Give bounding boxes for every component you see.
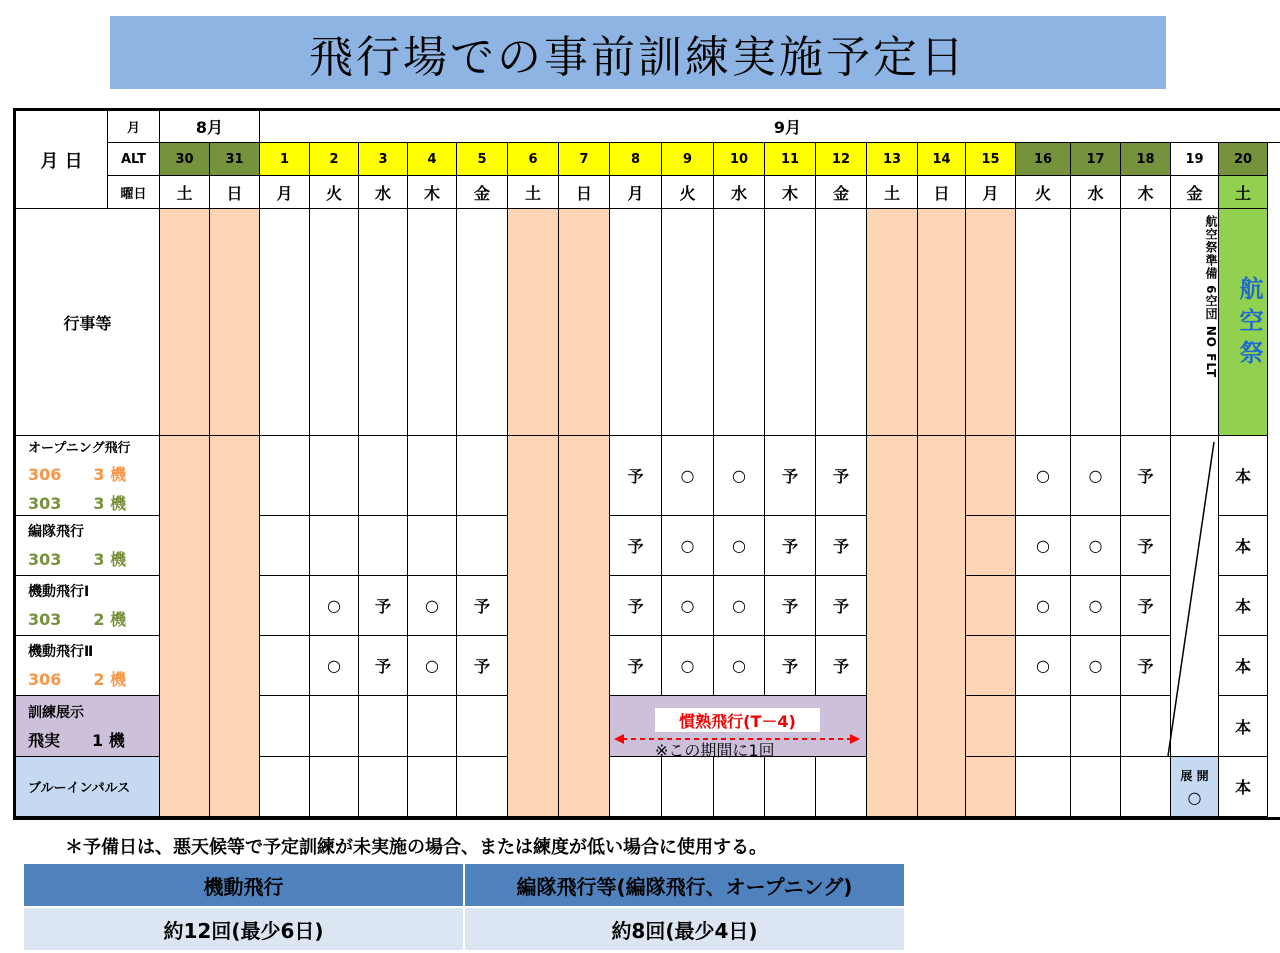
- row-label-maneuver2: [16, 636, 160, 696]
- weekday-3: 水: [359, 176, 408, 209]
- weekday-1: 月: [260, 176, 310, 209]
- weekend-event: [508, 209, 559, 436]
- schedule-table: [13, 108, 1280, 820]
- row-label-maneuver1: [16, 576, 160, 636]
- event-day19: 航空祭準備 6空団 NO FLT: [1171, 209, 1219, 436]
- footnote: ＊予備日は、悪天候等で予定訓練が未実施の場合、または練度が低い場合に使用する。: [65, 837, 767, 858]
- day-17: 17: [1071, 143, 1121, 176]
- day-8: 8: [610, 143, 662, 176]
- schedule-cell: [359, 757, 408, 817]
- day-1: 1: [260, 143, 310, 176]
- schedule-cell: [610, 757, 662, 817]
- schedule-cell: [408, 436, 457, 516]
- day-5: 5: [457, 143, 508, 176]
- weekday-label: 曜日: [108, 176, 160, 209]
- schedule-cell: [260, 636, 310, 696]
- planned-mark: 予: [610, 436, 662, 516]
- weekday-6: 土: [508, 176, 559, 209]
- circle-mark: ○: [714, 576, 765, 636]
- summary-value-maneuver: 約12回(最少6日): [23, 907, 464, 951]
- weekday-7: 日: [559, 176, 610, 209]
- event-cell: [714, 209, 765, 436]
- schedule-cell: [260, 516, 310, 576]
- event-cell: [765, 209, 816, 436]
- schedule-cell: [966, 576, 1016, 636]
- row-sub: 303 2 機: [28, 610, 127, 629]
- schedule-cell: [714, 757, 765, 817]
- circle-mark: ○: [1071, 636, 1121, 696]
- diagonal-line: [1166, 440, 1216, 760]
- main-mark: 本: [1219, 757, 1268, 817]
- schedule-cell: [457, 436, 508, 516]
- schedule-cell: [260, 436, 310, 516]
- weekday-10: 水: [714, 176, 765, 209]
- schedule-cell: [1016, 757, 1071, 817]
- weekend-event: [160, 209, 210, 436]
- circle-mark: ○: [714, 436, 765, 516]
- weekday-2: 火: [310, 176, 359, 209]
- weekend-block: [160, 436, 210, 817]
- weekday-17: 水: [1071, 176, 1121, 209]
- page-title: 飛行場での事前訓練実施予定日: [110, 16, 1166, 89]
- day-31: 31: [210, 143, 260, 176]
- day-18: 18: [1121, 143, 1171, 176]
- planned-mark: 予: [765, 636, 816, 696]
- summary-value-formation: 約8回(最少4日): [464, 907, 905, 951]
- weekday-30: 土: [160, 176, 210, 209]
- main-mark: 本: [1219, 696, 1268, 757]
- row-name: ブルーインパルス: [28, 781, 131, 796]
- schedule-cell: [1071, 757, 1121, 817]
- circle-mark: ○: [662, 436, 714, 516]
- event-cell: [1016, 209, 1071, 436]
- day-9: 9: [662, 143, 714, 176]
- planned-mark: 予: [359, 576, 408, 636]
- event-cell: [408, 209, 457, 436]
- weekend-block: [559, 436, 610, 817]
- circle-mark: ○: [662, 516, 714, 576]
- planned-mark: 予: [457, 576, 508, 636]
- weekend-event: [966, 209, 1016, 436]
- month-aug: 8月: [160, 111, 260, 143]
- weekday-14: 日: [918, 176, 966, 209]
- day-4: 4: [408, 143, 457, 176]
- row-name: オープニング飛行: [28, 441, 131, 456]
- weekend-event: [559, 209, 610, 436]
- planned-mark: 予: [1121, 436, 1171, 516]
- weekday-13: 土: [867, 176, 918, 209]
- schedule-cell: [662, 757, 714, 817]
- row-name: 機動飛行Ⅱ: [28, 644, 94, 660]
- deploy-label: 展 開: [1180, 768, 1209, 783]
- row-label-formation: [16, 516, 160, 576]
- event-cell: [662, 209, 714, 436]
- schedule-cell: [1016, 696, 1071, 757]
- schedule-cell: [260, 757, 310, 817]
- circle-mark: ○: [1071, 516, 1121, 576]
- main-mark: 本: [1219, 516, 1268, 576]
- day-16: 16: [1016, 143, 1071, 176]
- weekend-block: [918, 436, 966, 817]
- circle-mark: ○: [1071, 436, 1121, 516]
- row-sub-303: 303 3 機: [28, 494, 127, 513]
- weekday-19: 金: [1171, 176, 1219, 209]
- weekday-15: 月: [966, 176, 1016, 209]
- schedule-cell: [1121, 757, 1171, 817]
- event-cell: [260, 209, 310, 436]
- summary-header-maneuver: 機動飛行: [23, 863, 464, 907]
- weekend-block: [508, 436, 559, 817]
- planned-mark: 予: [1121, 636, 1171, 696]
- schedule-cell: [310, 696, 359, 757]
- planned-mark: 予: [816, 516, 867, 576]
- circle-mark: ○: [714, 636, 765, 696]
- weekend-block: [210, 436, 260, 817]
- row-name: 機動飛行Ⅰ: [28, 584, 90, 600]
- row-label-training: [16, 696, 160, 757]
- weekday-8: 月: [610, 176, 662, 209]
- day-3: 3: [359, 143, 408, 176]
- row-name: 編隊飛行: [28, 524, 84, 540]
- day19-deploy: [1171, 757, 1219, 817]
- day-14: 14: [918, 143, 966, 176]
- schedule-cell: [408, 516, 457, 576]
- circle-mark: ○: [1071, 576, 1121, 636]
- circle-mark: ○: [714, 516, 765, 576]
- event-cell: [457, 209, 508, 436]
- circle-mark: ○: [408, 636, 457, 696]
- event-cell: [816, 209, 867, 436]
- schedule-cell: [765, 757, 816, 817]
- events-label: 行事等: [16, 209, 160, 436]
- circle-mark: ○: [662, 636, 714, 696]
- day-11: 11: [765, 143, 816, 176]
- schedule-cell: [966, 436, 1016, 516]
- circle-mark: ○: [1016, 576, 1071, 636]
- planned-mark: 予: [610, 516, 662, 576]
- circle-mark: ○: [408, 576, 457, 636]
- weekday-5: 金: [457, 176, 508, 209]
- day-2: 2: [310, 143, 359, 176]
- main-mark: 本: [1219, 576, 1268, 636]
- main-mark: 本: [1219, 636, 1268, 696]
- planned-mark: 予: [816, 636, 867, 696]
- planned-mark: 予: [816, 436, 867, 516]
- planned-mark: 予: [765, 436, 816, 516]
- alt-label: ALT: [108, 143, 160, 176]
- summary-table: [22, 862, 906, 952]
- planned-mark: 予: [765, 516, 816, 576]
- row-sub: 303 3 機: [28, 550, 127, 569]
- planned-mark: 予: [457, 636, 508, 696]
- schedule-cell: [966, 636, 1016, 696]
- weekend-event: [918, 209, 966, 436]
- planned-mark: 予: [816, 576, 867, 636]
- planned-mark: 予: [1121, 516, 1171, 576]
- row-sub: 飛実 1 機: [28, 730, 125, 750]
- planned-mark: 予: [1121, 576, 1171, 636]
- weekend-event: [210, 209, 260, 436]
- month-label: 月: [108, 111, 160, 143]
- day-13: 13: [867, 143, 918, 176]
- row-sub-306: 306 3 機: [28, 465, 127, 484]
- day-12: 12: [816, 143, 867, 176]
- circle-mark: ○: [310, 576, 359, 636]
- schedule-cell: [310, 436, 359, 516]
- planned-mark: 予: [359, 636, 408, 696]
- schedule-cell: [310, 757, 359, 817]
- weekday-16: 火: [1016, 176, 1071, 209]
- planned-mark: 予: [610, 636, 662, 696]
- schedule-cell: [1121, 696, 1171, 757]
- schedule-cell: [457, 757, 508, 817]
- circle-mark: ○: [662, 576, 714, 636]
- day-30: 30: [160, 143, 210, 176]
- schedule-cell: [359, 516, 408, 576]
- summary-header-formation: 編隊飛行等(編隊飛行、オープニング): [464, 863, 905, 907]
- weekday-4: 木: [408, 176, 457, 209]
- event-cell: [359, 209, 408, 436]
- training-period-note: ※この期間に1回: [655, 741, 775, 760]
- weekday-11: 木: [765, 176, 816, 209]
- day-7: 7: [559, 143, 610, 176]
- schedule-cell: [260, 576, 310, 636]
- schedule-cell: [966, 757, 1016, 817]
- schedule-cell: [310, 516, 359, 576]
- circle-mark: ○: [1016, 436, 1071, 516]
- planned-mark: 予: [610, 576, 662, 636]
- planned-mark: 予: [765, 576, 816, 636]
- schedule-cell: [408, 757, 457, 817]
- circle-mark: ○: [310, 636, 359, 696]
- month-sep: 9月: [260, 111, 1280, 143]
- row-label-opening: [16, 436, 160, 516]
- schedule-cell: [1071, 696, 1121, 757]
- row-label-blue: [16, 757, 160, 817]
- schedule-cell: [359, 436, 408, 516]
- schedule-cell: [966, 696, 1016, 757]
- weekday-12: 金: [816, 176, 867, 209]
- weekday-20: 土: [1219, 176, 1268, 209]
- day-19: 19: [1171, 143, 1219, 176]
- month-day-header: 月 日: [16, 111, 108, 209]
- schedule-cell: [359, 696, 408, 757]
- circle-mark: ○: [1016, 516, 1071, 576]
- day-6: 6: [508, 143, 559, 176]
- row-name: 訓練展示: [28, 704, 84, 721]
- weekday-31: 日: [210, 176, 260, 209]
- weekday-9: 火: [662, 176, 714, 209]
- schedule-cell: [408, 696, 457, 757]
- main-mark: 本: [1219, 436, 1268, 516]
- circle-mark: ○: [1016, 636, 1071, 696]
- row-sub: 306 2 機: [28, 670, 127, 689]
- deploy-mark: ○: [1187, 787, 1202, 807]
- schedule-cell: [457, 696, 508, 757]
- event-cell: [310, 209, 359, 436]
- event-cell: [610, 209, 662, 436]
- schedule-cell: [457, 516, 508, 576]
- schedule-cell: [816, 757, 867, 817]
- weekday-18: 木: [1121, 176, 1171, 209]
- day-15: 15: [966, 143, 1016, 176]
- schedule-cell: [260, 696, 310, 757]
- weekend-block: [867, 436, 918, 817]
- training-period-label: 慣熟飛行(T－4): [655, 708, 820, 732]
- weekend-event: [867, 209, 918, 436]
- event-day20: 航空祭: [1219, 209, 1268, 436]
- schedule-cell: [966, 516, 1016, 576]
- event-cell: [1121, 209, 1171, 436]
- event-cell: [1071, 209, 1121, 436]
- day-20: 20: [1219, 143, 1268, 176]
- day-10: 10: [714, 143, 765, 176]
